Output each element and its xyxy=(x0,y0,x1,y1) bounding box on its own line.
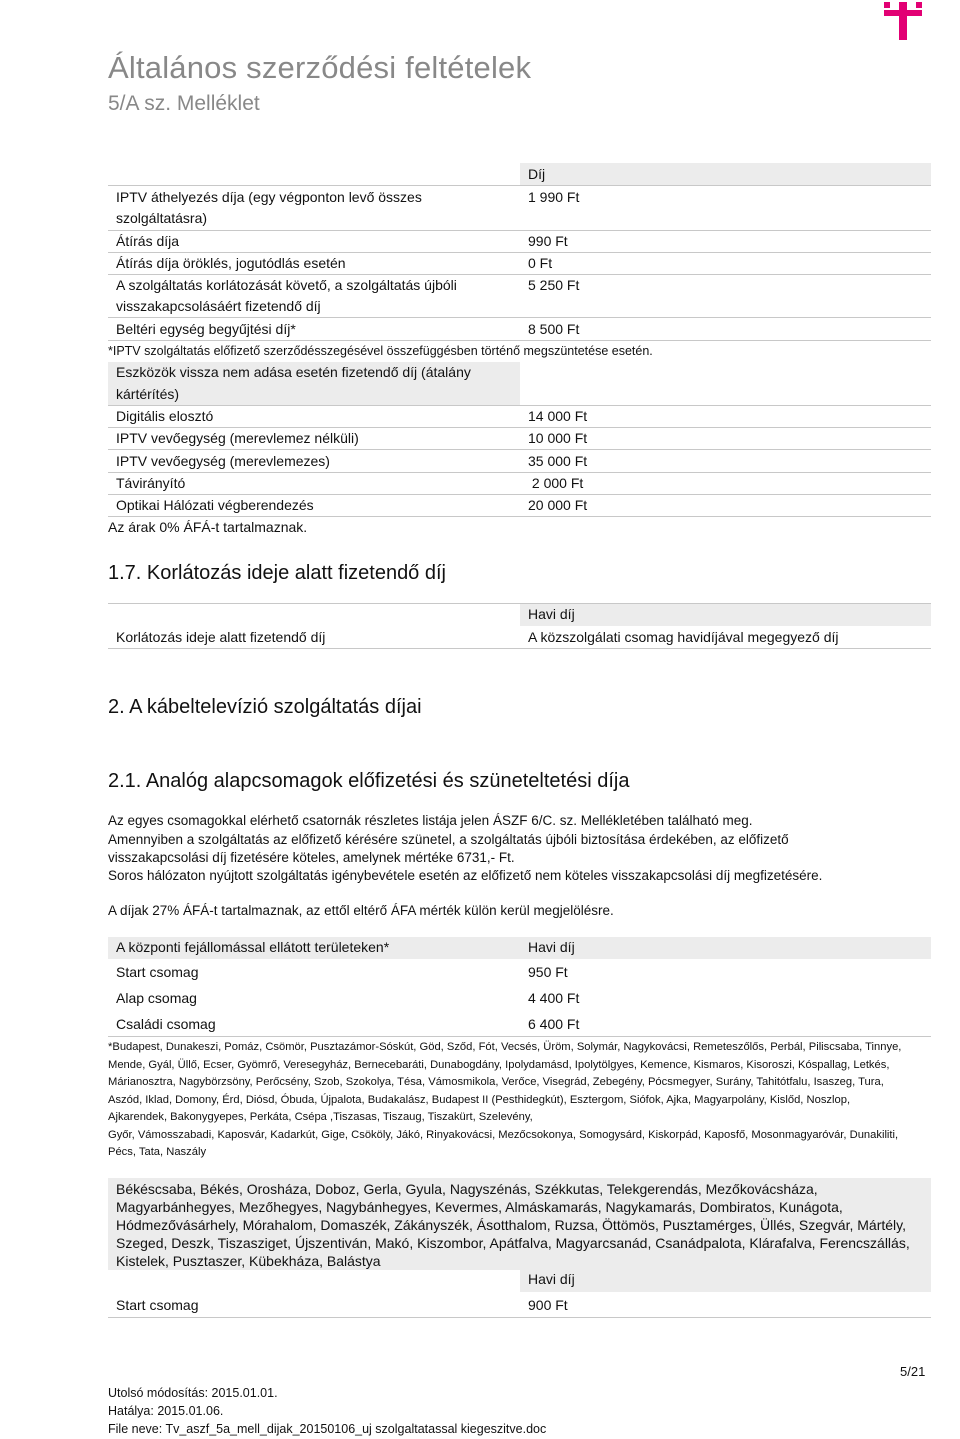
table3-row3-label: Családi csomag xyxy=(116,1016,216,1032)
table1-row5-value: 8 500 Ft xyxy=(528,321,580,337)
table4-colheader-shade xyxy=(520,1270,931,1292)
table2-row3-value: 35 000 Ft xyxy=(528,453,588,469)
section21-p1: Az egyes csomagokkal elérhető csatornák részletes listája jelen ÁSZF 6/C. sz. Mellékletében található meg. xyxy=(108,813,753,828)
telekom-logo xyxy=(884,2,922,40)
table2-row5-value: 20 000 Ft xyxy=(528,497,588,513)
table3-row1-label: Start csomag xyxy=(116,964,199,980)
table2-row3-label: IPTV vevőegység (merevlemezes) xyxy=(116,453,330,469)
table1-row1-label: IPTV áthelyezés díja (egy végponton levő összes xyxy=(116,189,422,205)
table2-row4-value: 2 000 Ft xyxy=(528,475,584,491)
section-1-7-heading: 1.7. Korlátozás ideje alatt fizetendő díj xyxy=(108,562,446,584)
table1-footnote: *IPTV szolgáltatás előfizető szerződésszegésével összefüggésben történő megszüntetése esetén. xyxy=(108,344,653,358)
table4-header: Békéscsaba, Békés, Orosháza, Doboz, Gerla, Gyula, Nagyszénás, Székkutas, Telekgerendás, Mezőkovácsháza, Magyarbánhegyes, Mezőhegyes, Nagybánhegyes, Kevermes, Almáskamarás, Nagykamarás, Dombiratos, Kunágota, Hódmezővásárhely, Mórahalom, Domaszék, Zákányszék, Ásotthalom, Ruzsa, Öttömös, Pusztamérges, Üllés, Szegvár, Mártély, Szeged, Deszk, Tiszasziget, Újszentiván, Makó, Kiszombor, Apátfalva, Magyarcsanád, Csanádpalota, Klárafalva, Ferencszállás, Kistelek, Pusztaszer, Kübekháza, Balástya xyxy=(116,1181,910,1269)
table2-row1-label: Digitális elosztó xyxy=(116,408,214,424)
table3-row3-value: 6 400 Ft xyxy=(528,1016,580,1032)
section21-p3: Soros hálózaton nyújtott szolgáltatás igénybevétele esetén az előfizető nem köteles visszakapcsolási díj megfizetésére. xyxy=(108,868,823,883)
footer-effective: Hatálya: 2015.01.06. xyxy=(108,1404,224,1418)
table17-label: Korlátozás ideje alatt fizetendő díj xyxy=(116,629,326,645)
table3-row1-value: 950 Ft xyxy=(528,964,568,980)
table1-row2-label: Átírás díja xyxy=(116,233,180,249)
table17-header: Havi díj xyxy=(528,606,575,622)
table17-header-shade xyxy=(520,604,931,626)
table3-row2-value: 4 400 Ft xyxy=(528,990,580,1006)
table4-col-header: Havi díj xyxy=(528,1271,575,1287)
table1-header-shade xyxy=(520,163,931,185)
table2-row1-value: 14 000 Ft xyxy=(528,408,588,424)
table2-header-line2: kártérítés) xyxy=(116,386,180,402)
section-2-heading: 2. A kábeltelevízió szolgáltatás díjai xyxy=(108,696,422,718)
page-subtitle: 5/A sz. Melléklet xyxy=(108,92,260,115)
table17-value: A közszolgálati csomag havidíjával megegyező díj xyxy=(528,629,839,645)
table1-row1-label2: szolgáltatásra) xyxy=(116,210,208,226)
table4-row-value: 900 Ft xyxy=(528,1297,568,1313)
section21-p2b: visszakapcsolási díj fizetésére köteles, amelynek mértéke 6731,- Ft. xyxy=(108,850,515,865)
table2-row4-label: Távirányító xyxy=(116,475,186,491)
table1-row2-value: 990 Ft xyxy=(528,233,568,249)
table1-row3-value: 0 Ft xyxy=(528,255,553,271)
table2-row5-label: Optikai Hálózati végberendezés xyxy=(116,497,314,513)
table2-row2-value: 10 000 Ft xyxy=(528,430,588,446)
section-2-1-heading: 2.1. Analóg alapcsomagok előfizetési és szüneteltetési díja xyxy=(108,770,630,792)
table1-row1-value: 1 990 Ft xyxy=(528,189,580,205)
table2-note: Az árak 0% ÁFÁ-t tartalmaznak. xyxy=(108,519,308,535)
table3-header-label: A központi fejállomással ellátott területeken* xyxy=(116,939,390,955)
table3-footnote: *Budapest, Dunakeszi, Pomáz, Csömör, Pusztazámor-Sóskút, Göd, Sződ, Fót, Vecsés, Üröm, Solymár, Nagykovácsi, Remeteszőlős, Perbál, Piliscsaba, Tinnye, Mende, Gyál, Üllő, Ecser, Gyömrő, Veresegyház, Bernecebaráti, Dunabogdány, Ipolydamásd, Ipolytölgyes, Kemence, Kismaros, Kisoroszi, Kóspallag, Letkés, Márianosztra, Nagybörzsöny, Perőcsény, Szob, Szokolya, Tésa, Vámosmikola, Verőce, Visegrád, Zebegény, Pócsmegyer, Surány, Tahitótfalu, Isaszeg, Tura, Aszód, Iklad, Domony, Érd, Diósd, Óbuda, Újpalota, Budakalász, Budapest II (Pesthidegkút), Esztergom, Siófok, Ajka, Magyarpolány, Kislőd, Noszlop, Ajkarendek, Bakonygyepes, Perkáta, Csépa ,Tiszasas, Tiszaug, Tiszakürt, Szelevény, Győr, Vámosszabadi, Kaposvár, Kadarkút, Gige, Csököly, Jákó, Rinyakovácsi, Mezőcsokonya, Somogysárd, Kiskorpád, Kaposfő, Mosonmagyaróvár, Dunakiliti, Pécs, Tata, Naszály xyxy=(108,1041,902,1158)
footer-modified: Utolsó módosítás: 2015.01.01. xyxy=(108,1386,278,1400)
section21-p2a: Amennyiben a szolgáltatás az előfizető kérésére szünetel, a szolgáltatás újbóli biztosítása érdekében, az előfizető xyxy=(108,832,789,847)
table3-header-value: Havi díj xyxy=(528,939,575,955)
table4-row-label: Start csomag xyxy=(116,1297,199,1313)
section21-p4: A díjak 27% ÁFÁ-t tartalmaznak, az ettől eltérő ÁFA mérték külön kerül megjelölésre. xyxy=(108,903,614,918)
table1-row5-label: Beltéri egység begyűjtési díj* xyxy=(116,321,296,337)
table2-header-line1: Eszközök vissza nem adása esetén fizetendő díj (átalány xyxy=(116,364,471,380)
table1-row3-label: Átírás díja öröklés, jogutódlás esetén xyxy=(116,255,346,271)
table1-row4-label: A szolgáltatás korlátozását követő, a szolgáltatás újbóli xyxy=(116,277,457,293)
table1-header: Díj xyxy=(528,166,546,182)
table1-row4-value: 5 250 Ft xyxy=(528,277,580,293)
table3-row2-label: Alap csomag xyxy=(116,990,197,1006)
footer-filename: File neve: Tv_aszf_5a_mell_dijak_20150106_uj szolgaltatassal kiegeszitve.doc xyxy=(108,1422,547,1436)
page-number: 5/21 xyxy=(900,1364,926,1379)
table2-row2-label: IPTV vevőegység (merevlemez nélküli) xyxy=(116,430,359,446)
page-title: Általános szerződési feltételek xyxy=(108,50,532,85)
table1-row4-label2: visszakapcsolásáért fizetendő díj xyxy=(116,298,321,314)
